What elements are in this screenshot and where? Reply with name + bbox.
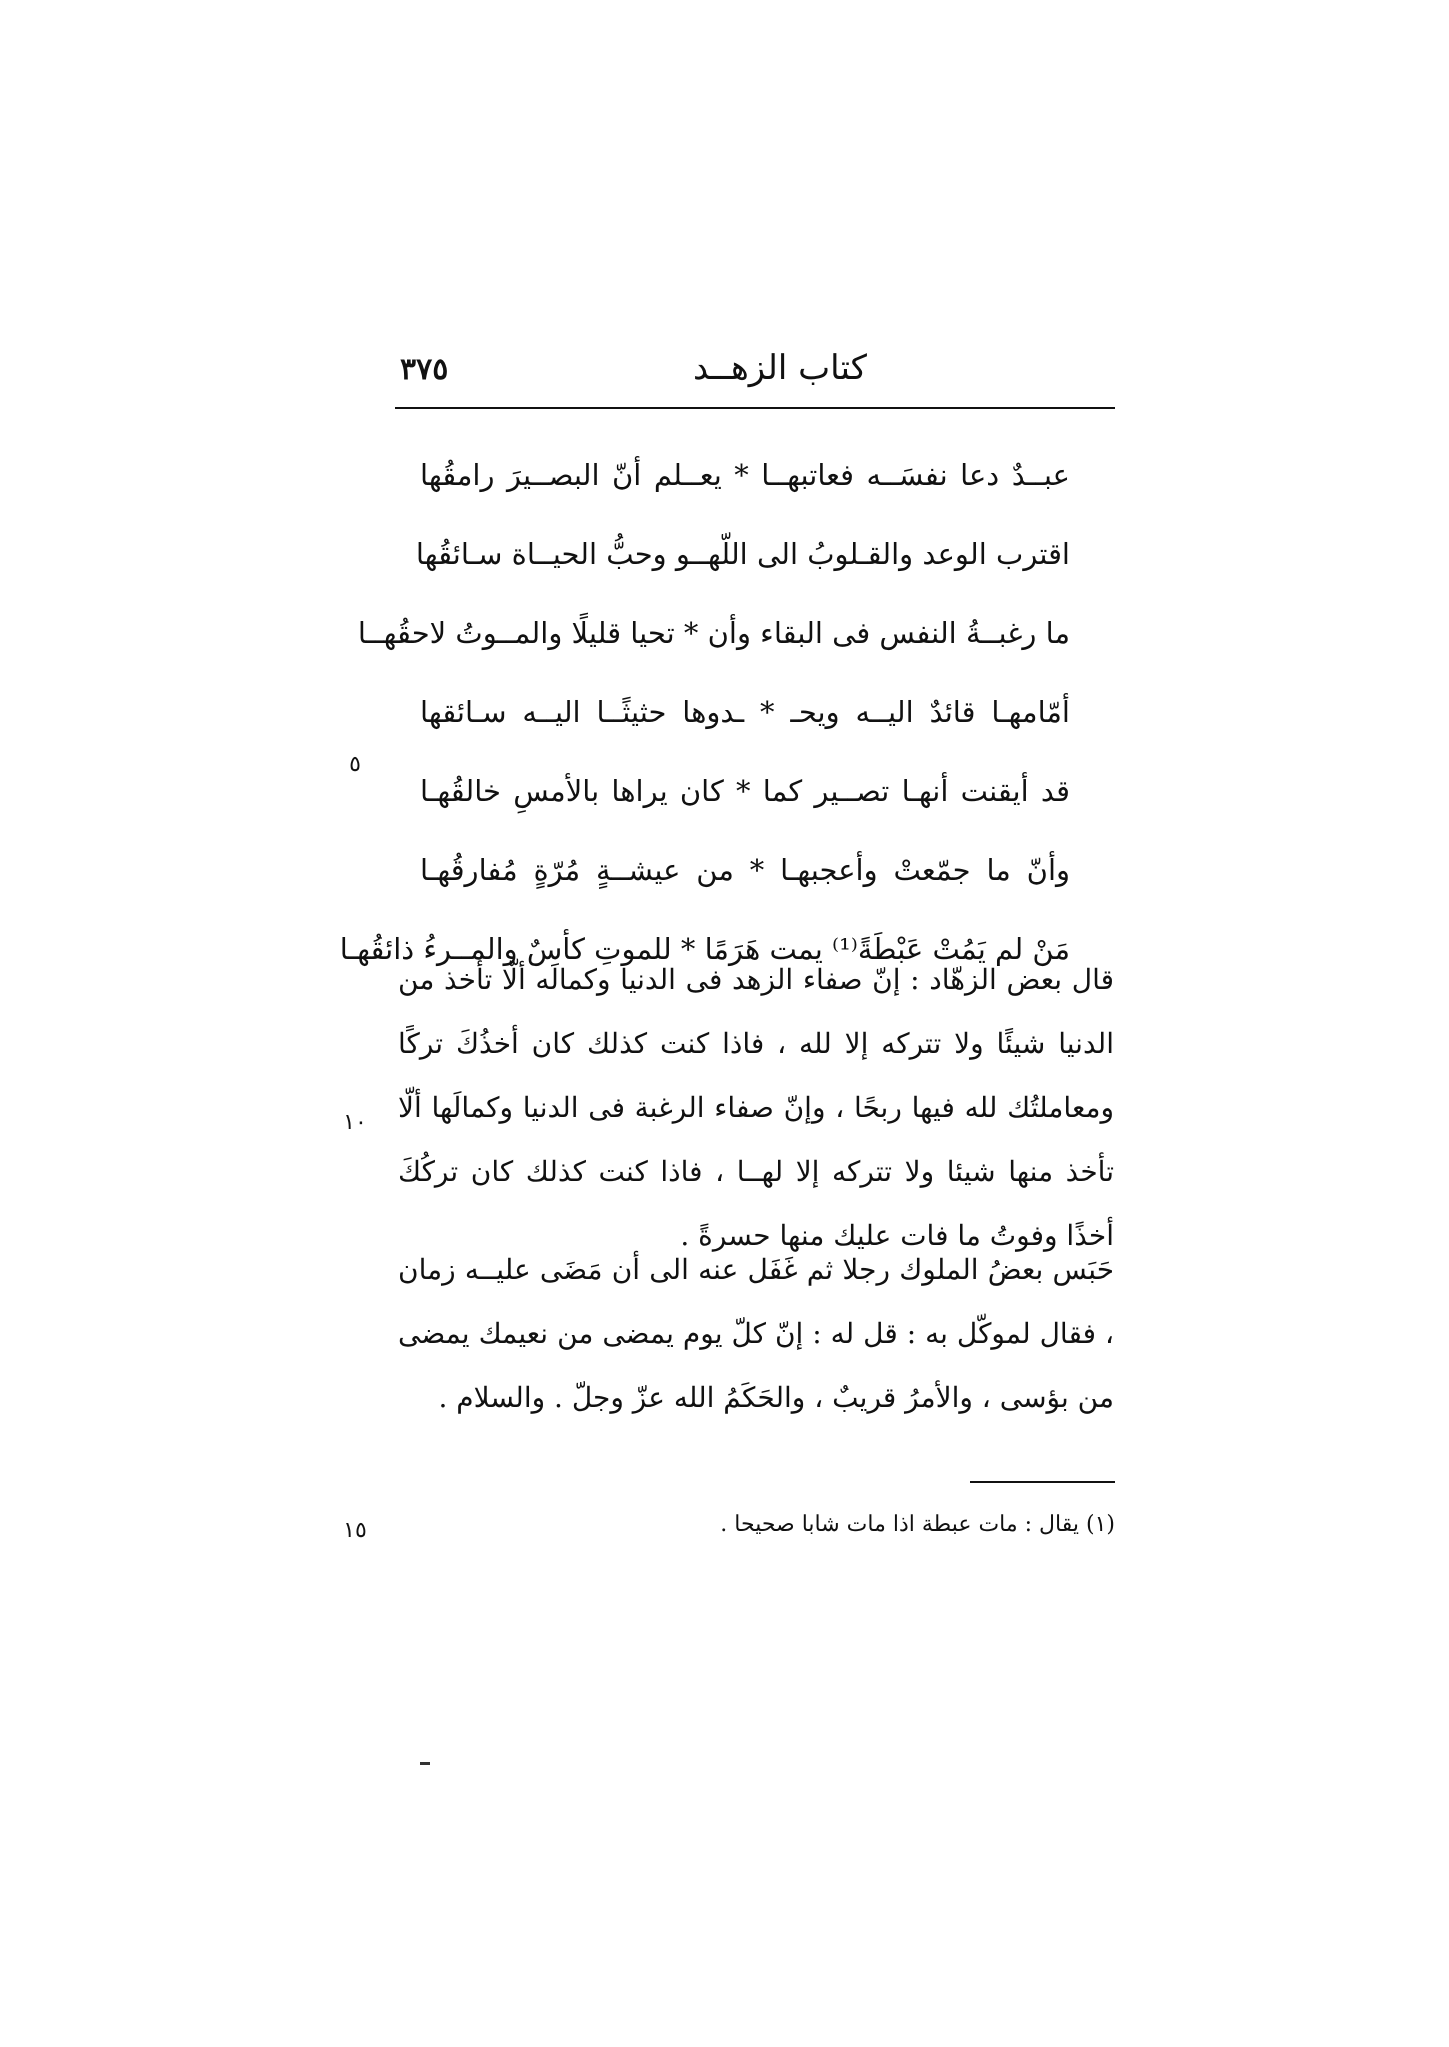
poem-verse: أمّامهـا قائدٌ اليــه ويحـ * ـدوها حثيثًــا اليــه سـائقها [420,695,1070,729]
poem-verse: اقترب الوعد والقـلوبُ الى اللّهــو وحبُّ الحيــاة سـائقُها [415,537,1070,571]
footnote-rule [970,1481,1115,1483]
poem-verse: وأنّ ما جمّعتْ وأعجبهـا * من عيشــةٍ مُرّةٍ مُفارقُهـا [420,853,1070,887]
page-number: ٣٧٥ [400,352,449,387]
paragraph-text: قال بعض الزهّاد : إنّ صفاء الزهد فى الدنيا وكمالَه ألّا تأخذ من الدنيا شيئًا ولا تتركه إلا لله ، فاذا كنت كذلك كان أخذُكَ تركًا ومعاملتُك لله فيها ربحًا ، وإنّ صفاء الرغبة فى الدنيا وكمالَها ألّا تأخذ منها شيئا ولا تتركه إلا لهــا ، فاذا كنت كذلك كان تركُكَ أخذًا وفوتُ ما فات عليك منها حسرةً . [398,963,1114,1252]
scan-speck [420,1762,430,1765]
poem-verse: مَنْ لم يَمُتْ عَبْطَةً⁽¹⁾ يمت هَرَمًا * للموتِ كأسٌ والمــرءُ ذائقُهـا [339,932,1070,966]
poem-verse: قد أيقنت أنهـا تصــير كما * كان يراها بالأمسِ خالقُهـا [420,774,1070,808]
prose-paragraph-kings [398,1238,1114,1430]
line-number-15: ١٥ [343,1518,367,1543]
line-number-10: ١٠ [343,1110,367,1135]
poem-verse: عبــدٌ دعا نفسَــه فعاتبهــا * يعــلم أنّ البصــيرَ رامقُها [420,458,1070,492]
prose-paragraph-ascetic [398,948,1114,1268]
line-number-5: ٥ [349,752,361,777]
footnote: (١) يقال : مات عبطة اذا مات شابا صحيحا . [720,1512,1115,1537]
header-rule [395,407,1115,409]
running-header-title: كتاب الزهــد [693,348,867,388]
poem-block [339,436,1070,989]
paragraph-text: حَبَس بعضُ الملوك رجلا ثم غَفَل عنه الى أن مَضَى عليــه زمان ، فقال لموكّل به : قل له : إنّ كلّ يوم يمضى من نعيمك يمضى من بؤسى ، والأمرُ قريبٌ ، والحَكَمُ الله عزّ وجلّ . والسلام . [398,1253,1114,1414]
poem-verse: ما رغبــةُ النفس فى البقاء وأن * تحيا قليلًا والمــوتُ لاحقُهــا [357,616,1070,650]
